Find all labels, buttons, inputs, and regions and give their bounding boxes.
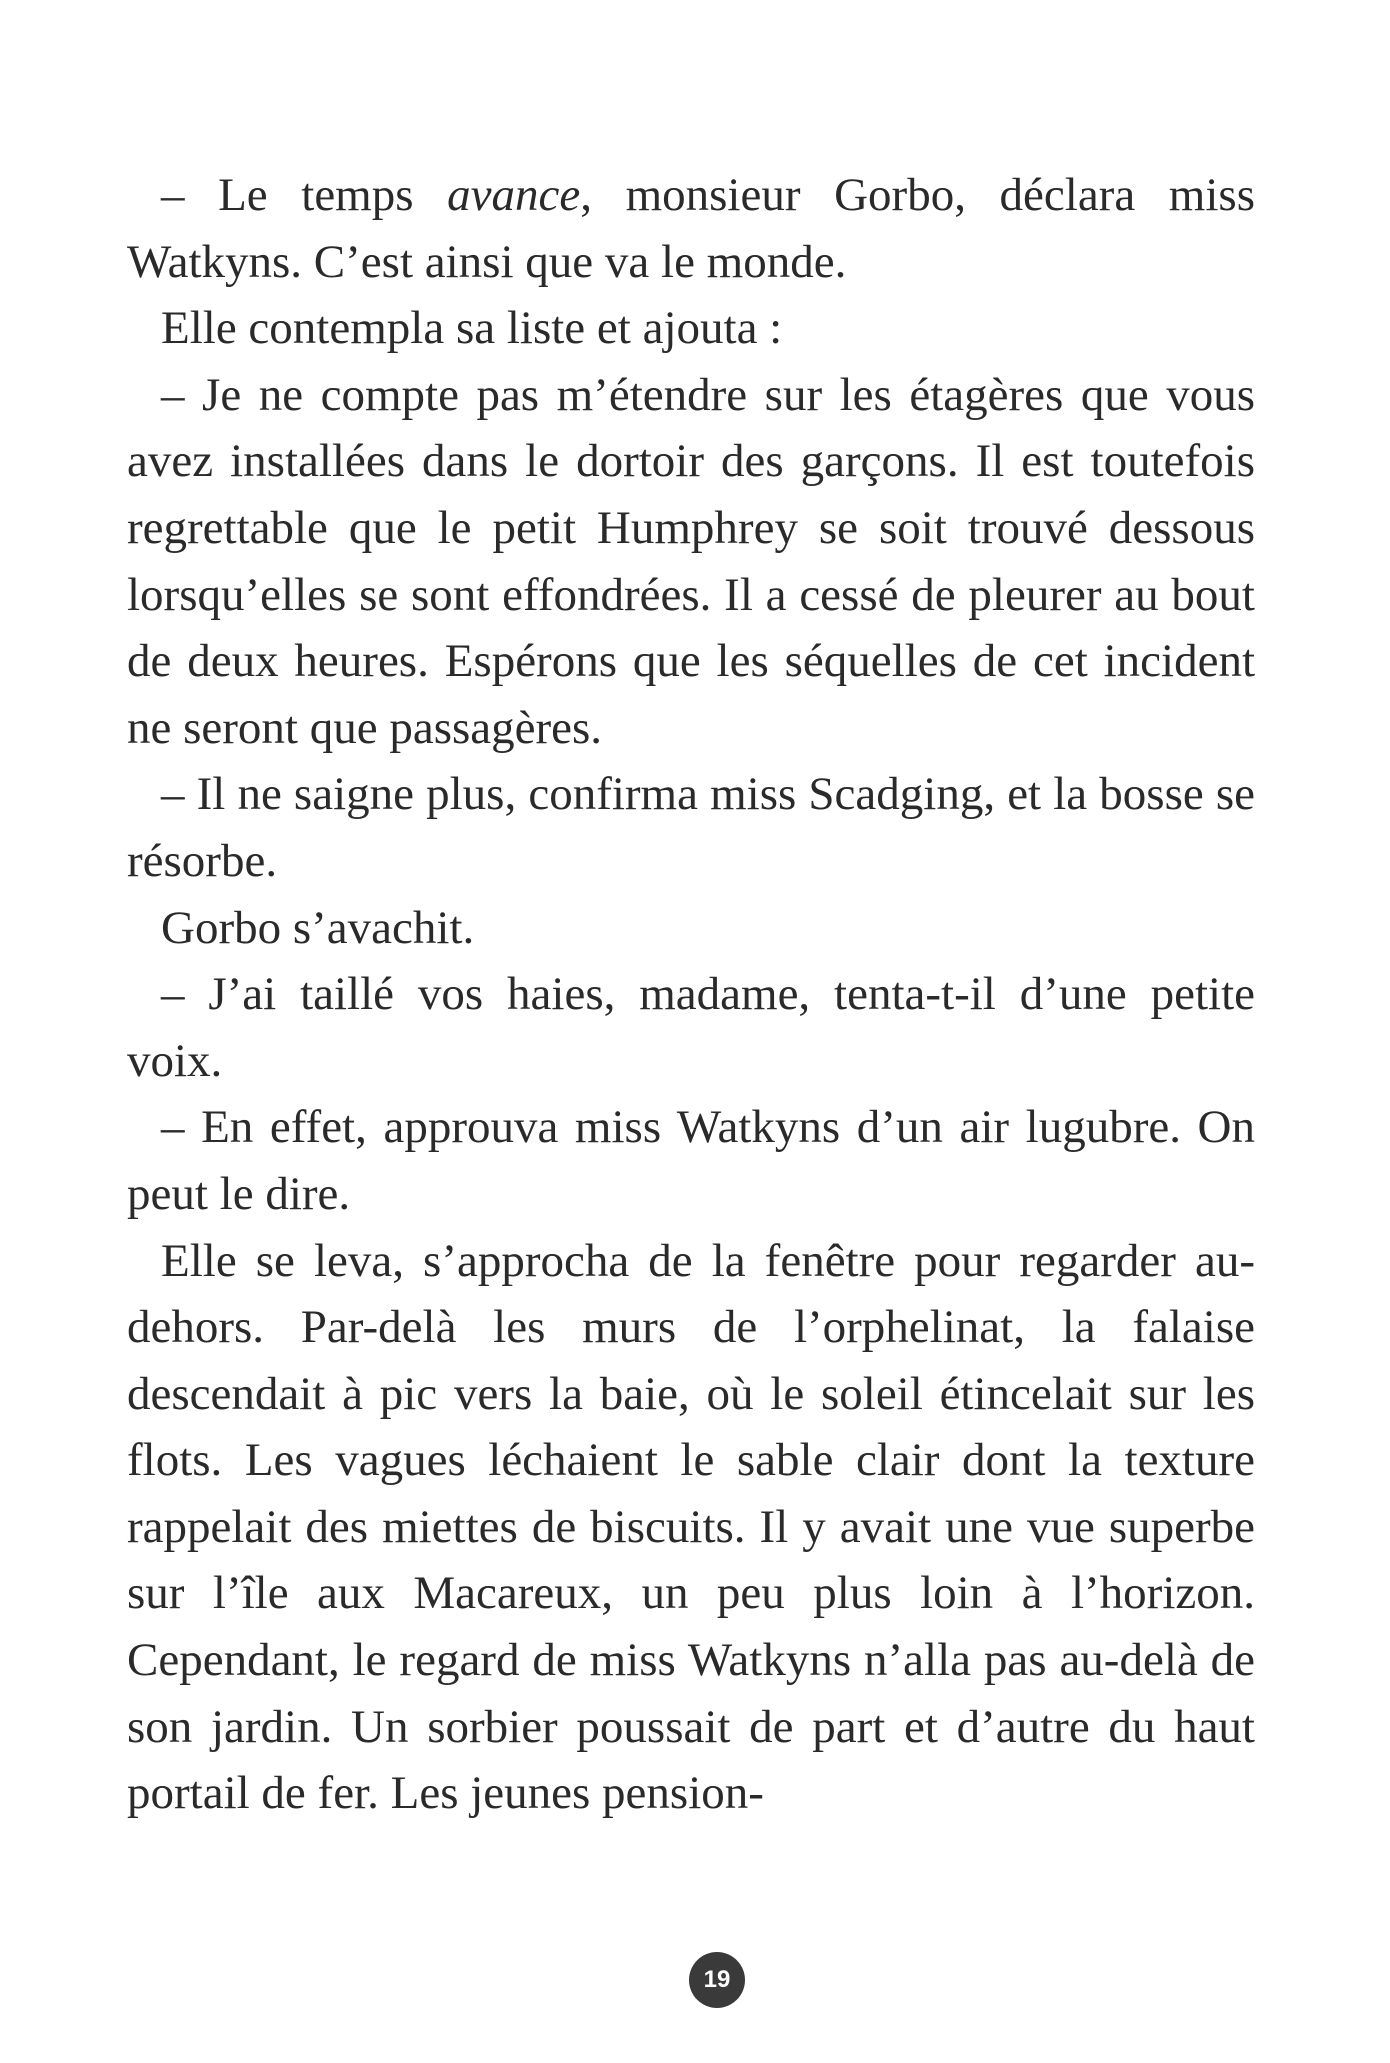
paragraph: – Je ne compte pas m’étendre sur les étagères que vous avez installées dans le dortoir des garçons. Il est toutefois regrettable que le petit Humphrey se soit trouvé dessous lorsqu’elles se sont effondrées. Il a cessé de pleurer au bout de deux heures. Espérons que les séquelles de cet incident ne seront que passagères. (127, 368, 1255, 754)
paragraph: Elle se leva, s’approcha de la fenêtre pour regarder au-dehors. Par-delà les murs de l’orphelinat, la falaise descendait à pic vers la baie, où le soleil étincelait sur les flots. Les vagues léchaient le sable clair dont la texture rappelait des miettes de biscuits. Il y avait une vue superbe sur l’île aux Macareux, un peu plus loin à l’horizon. Cependant, le regard de miss Watkyns n’alla pas au-delà de son jardin. Un sorbier poussait de part et d’autre du haut portail de fer. Les jeunes pension- (127, 1234, 1255, 1820)
paragraph: Elle contempla sa liste et ajouta : (161, 302, 783, 355)
paragraph: Gorbo s’avachit. (161, 901, 475, 954)
paragraph: – Le temps avance, monsieur Gorbo, déclara miss Watkyns. C’est ainsi que va le monde. (127, 169, 1255, 288)
paragraph: – En effet, approuva miss Watkyns d’un air lugubre. On peut le dire. (127, 1101, 1255, 1220)
paragraph: – J’ai taillé vos haies, madame, tenta-t-il d’une petite voix. (127, 968, 1255, 1087)
page-number-badge: 19 (689, 1952, 745, 2008)
paragraph: – Il ne saigne plus, confirma miss Scadging, et la bosse se résorbe. (127, 768, 1255, 887)
page-body-text (127, 162, 1255, 1827)
emphasized-word: avance (447, 169, 581, 221)
